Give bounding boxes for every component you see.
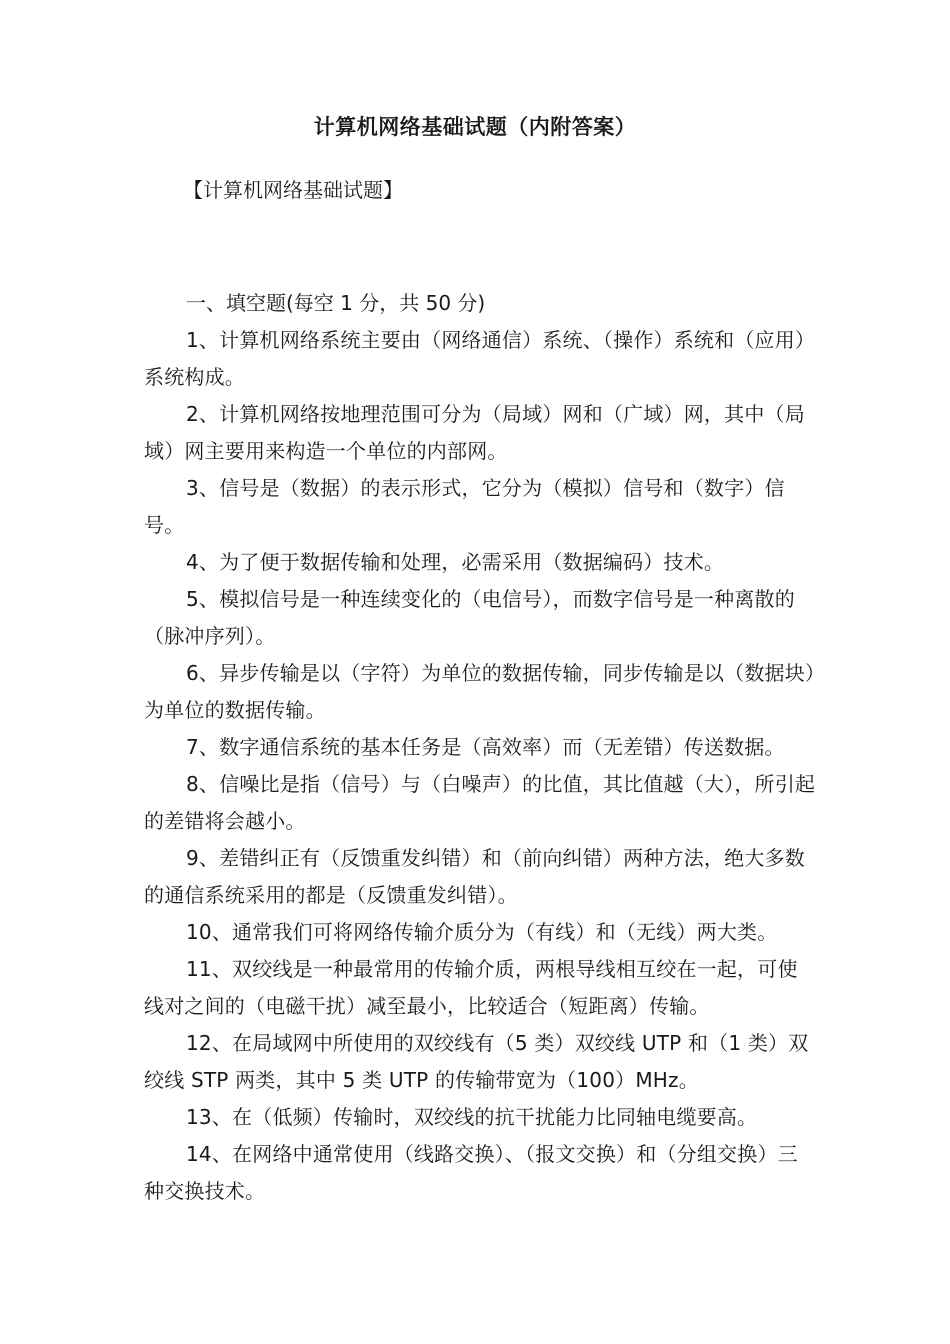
document-subtitle: 【计算机网络基础试题】	[183, 178, 403, 202]
question-item: 4、为了便于数据传输和处理，必需采用（数据编码）技术。	[186, 550, 725, 574]
document-title: 计算机网络基础试题（内附答案）	[313, 115, 637, 139]
document-body	[144, 285, 816, 1210]
question-item: 9、差错纠正有（反馈重发纠错）和（前向纠错）两种方法，绝大多数的通信系统采用的都是（反馈重发纠错）。	[144, 846, 805, 907]
question-item: 6、异步传输是以（字符）为单位的数据传输，同步传输是以（数据块）为单位的数据传输。	[144, 661, 816, 722]
question-item: 10、通常我们可将网络传输介质分为（有线）和（无线）两大类。	[186, 920, 778, 944]
question-item: 13、在（低频）传输时，双绞线的抗干扰能力比同轴电缆要高。	[186, 1105, 758, 1129]
question-item: 2、计算机网络按地理范围可分为（局域）网和（广域）网，其中（局域）网主要用来构造一个单位的内部网。	[144, 402, 805, 463]
question-item: 14、在网络中通常使用（线路交换）、（报文交换）和（分组交换）三种交换技术。	[144, 1142, 798, 1203]
question-item: 1、计算机网络系统主要由（网络通信）系统、（操作）系统和（应用）系统构成。	[144, 328, 816, 389]
question-item: 5、模拟信号是一种连续变化的（电信号），而数字信号是一种离散的（脉冲序列）。	[144, 587, 795, 648]
question-item: 12、在局域网中所使用的双绞线有（5 类）双绞线 UTP 和（1 类）双绞线 STP 两类，其中 5 类 UTP 的传输带宽为（100）MHz。	[144, 1031, 809, 1092]
question-item: 8、信噪比是指（信号）与（白噪声）的比值，其比值越（大），所引起的差错将会越小。	[144, 772, 816, 833]
section-heading: 一、填空题(每空 1 分，共 50 分)	[186, 291, 486, 315]
question-item: 7、数字通信系统的基本任务是（高效率）而（无差错）传送数据。	[186, 735, 785, 759]
question-item: 3、信号是（数据）的表示形式，它分为（模拟）信号和（数字）信号。	[144, 476, 785, 537]
question-item: 11、双绞线是一种最常用的传输介质，两根导线相互绞在一起，可使线对之间的（电磁干扰）减至最小，比较适合（短距离）传输。	[144, 957, 798, 1018]
